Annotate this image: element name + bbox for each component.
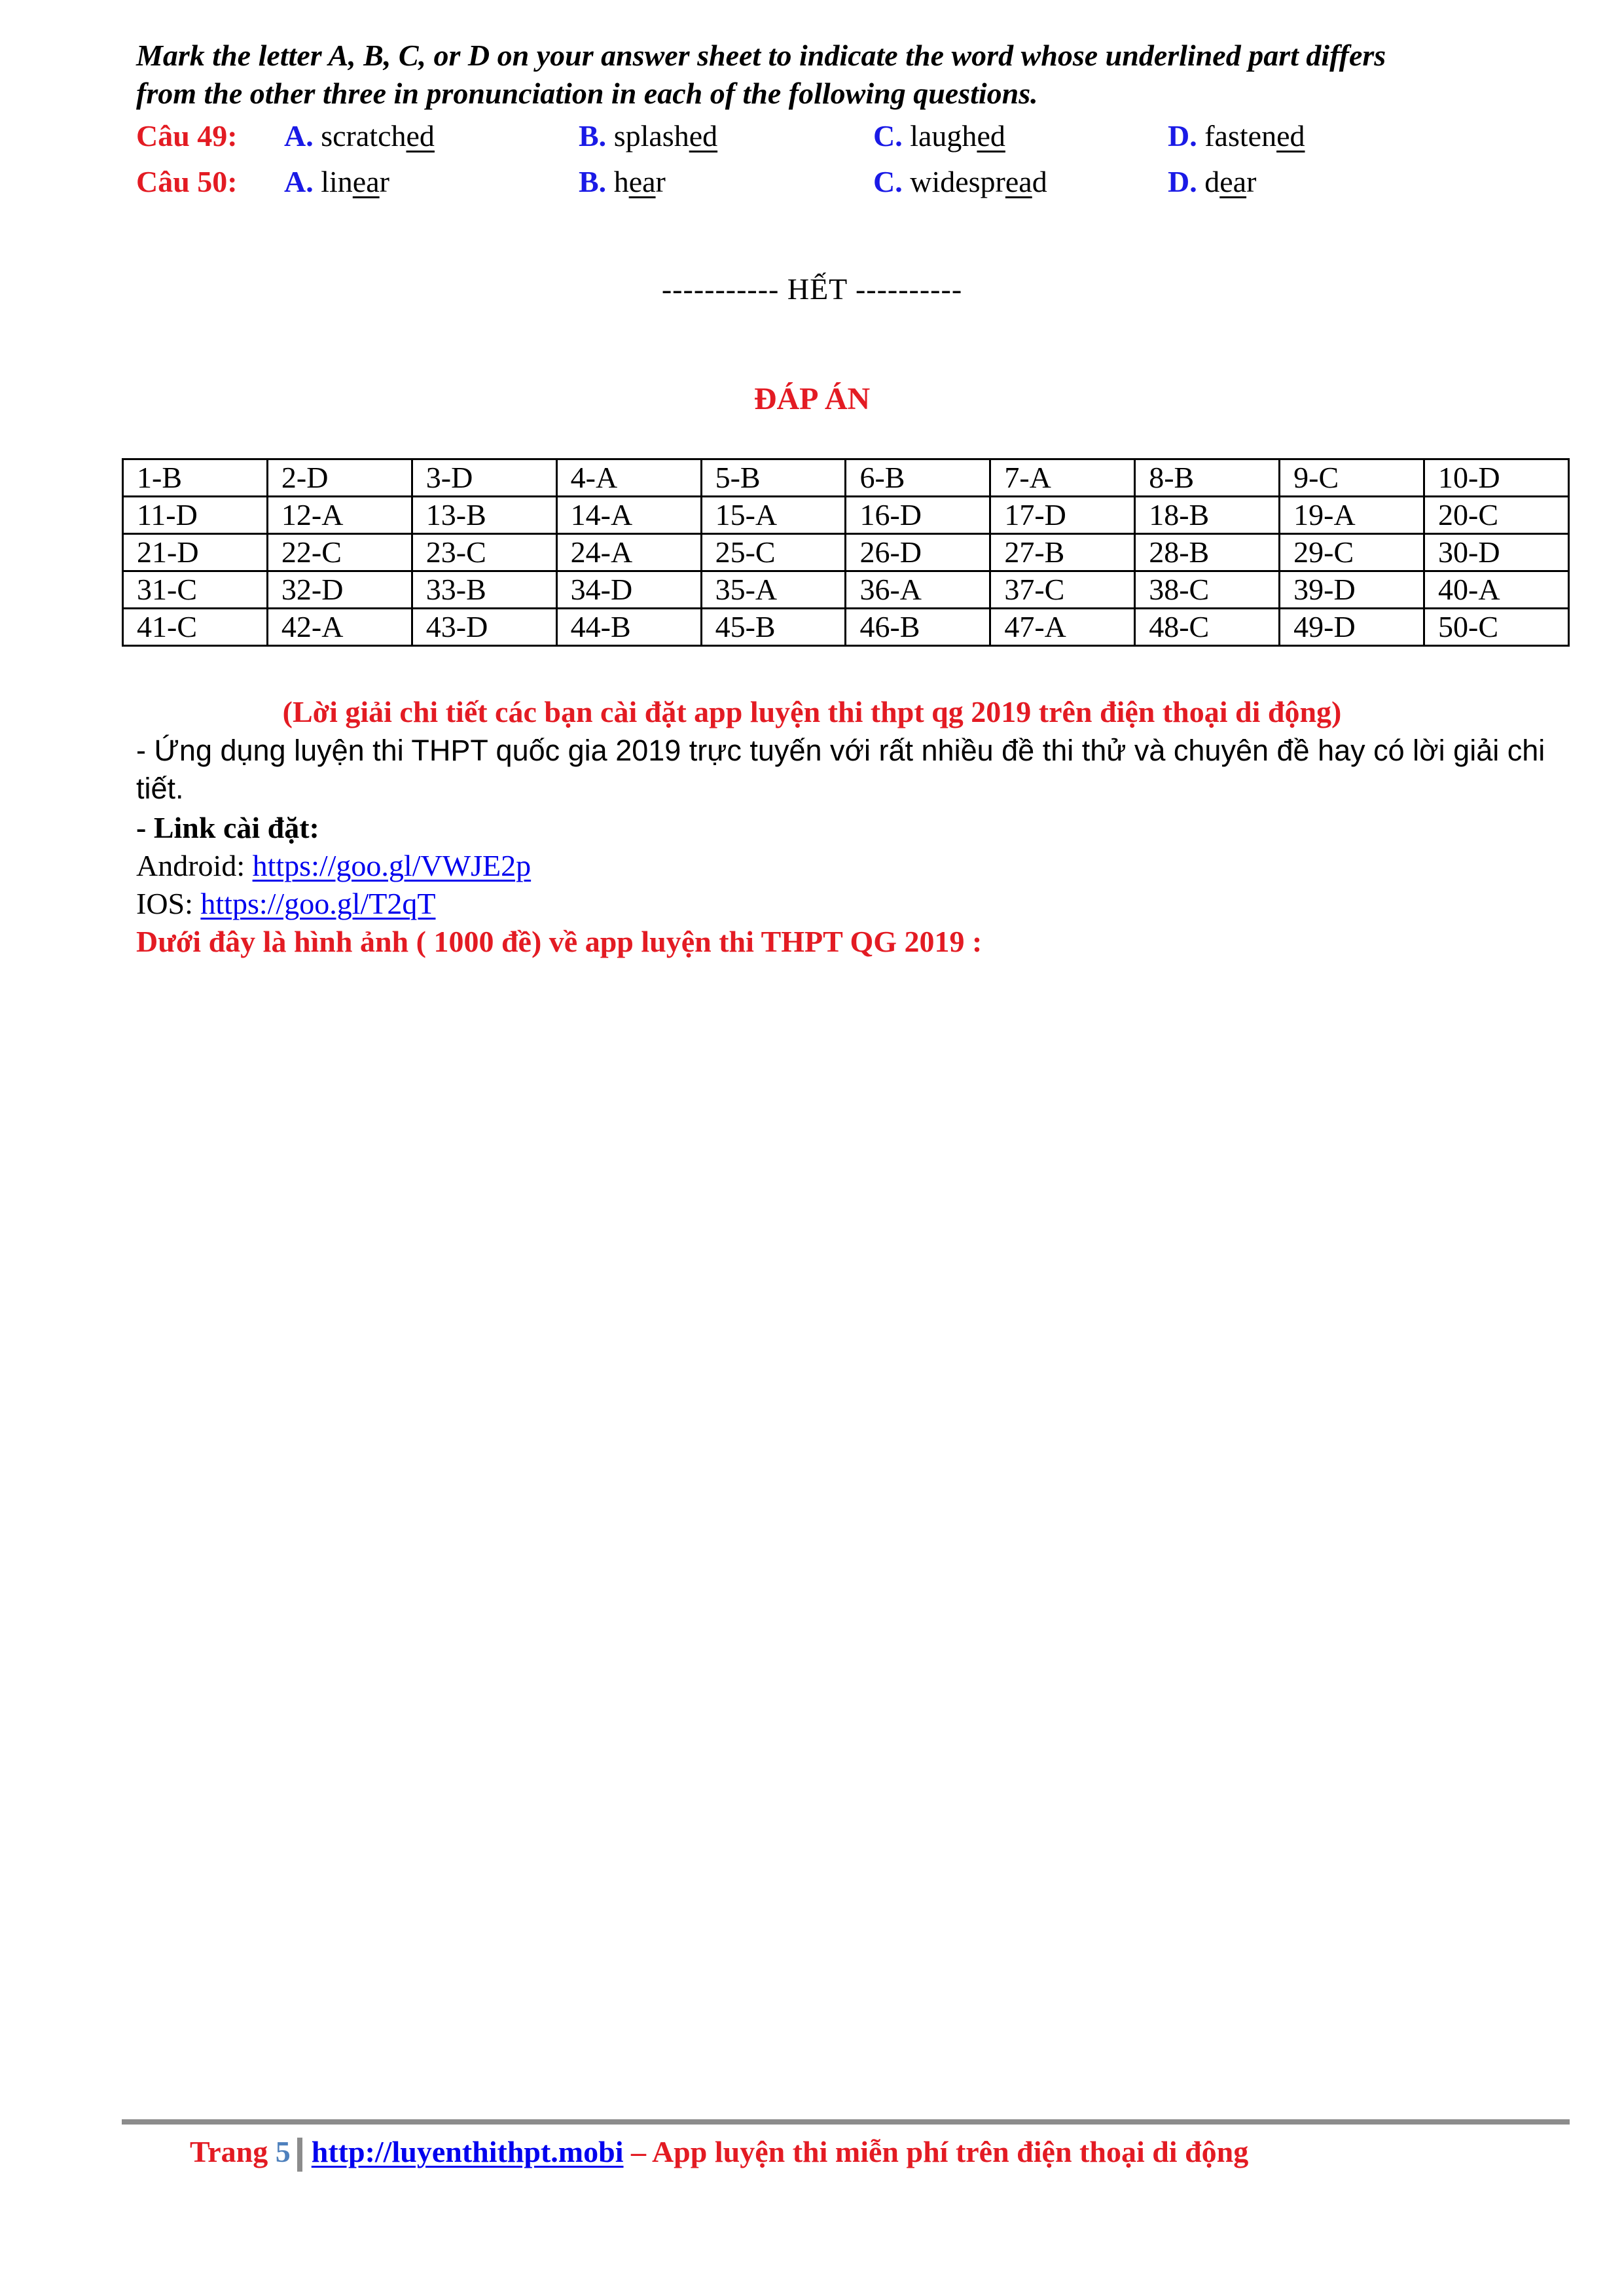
option-c: C. laughed [873,119,1005,152]
answer-cell: 19-A [1280,497,1424,534]
app-description: - Ứng dụng luyện thi THPT quốc gia 2019 trực tuyến với rất nhiều đề thi thử và chuyên đề hay có lời giải chi tiết. [136,734,1545,805]
ios-label: IOS: [136,887,201,920]
question-49 [136,117,1576,156]
answer-cell: 20-C [1424,497,1569,534]
answer-cell: 28-B [1135,534,1280,571]
answer-cell: 5-B [701,459,846,497]
option-b: B. splashed [579,119,718,152]
answer-key-title: ĐÁP ÁN [753,382,871,416]
question-label: Câu 49: [136,119,238,152]
answer-cell: 46-B [846,609,990,646]
answer-cell: 36-A [846,571,990,609]
answer-cell: 25-C [701,534,846,571]
answer-cell: 8-B [1135,459,1280,497]
page-label: Trang [190,2135,276,2168]
answer-cell: 4-A [556,459,701,497]
page-footer [190,2132,1248,2172]
answer-cell: 15-A [701,497,846,534]
end-marker: ----------- HẾT ---------- [661,272,963,306]
answer-cell: 38-C [1135,571,1280,609]
ios-link[interactable]: https://goo.gl/T2qT [200,887,436,920]
answer-cell: 26-D [846,534,990,571]
answer-cell: 18-B [1135,497,1280,534]
answer-cell: 10-D [1424,459,1569,497]
answer-cell: 29-C [1280,534,1424,571]
answer-cell: 35-A [701,571,846,609]
answer-cell: 13-B [412,497,556,534]
answer-cell: 34-D [556,571,701,609]
answer-cell: 47-A [990,609,1135,646]
instructions-line-2: from the other three in pronunciation in each of the following questions. [136,77,1038,110]
option-d: D. dear [1168,165,1257,198]
footer-tagline: – App luyện thi miễn phí trên điện thoại di động [623,2135,1249,2168]
answer-cell: 3-D [412,459,556,497]
answer-cell: 11-D [123,497,268,534]
answer-cell: 37-C [990,571,1135,609]
question-label: Câu 50: [136,165,238,198]
answer-row [123,459,1569,497]
answer-cell: 43-D [412,609,556,646]
answer-cell: 23-C [412,534,556,571]
option-c: C. widespread [873,165,1047,198]
instructions-line-1: Mark the letter A, B, C, or D on your answer sheet to indicate the word whose underlined part differs [136,39,1386,72]
answer-cell: 1-B [123,459,268,497]
option-a: A. scratched [284,119,435,152]
install-links-title: - Link cài đặt: [136,811,319,844]
answer-cell: 6-B [846,459,990,497]
answer-cell: 32-D [267,571,412,609]
answer-cell: 17-D [990,497,1135,534]
answer-cell: 41-C [123,609,268,646]
option-b: B. hear [579,165,666,198]
footer-separator [297,2138,302,2172]
answer-cell: 33-B [412,571,556,609]
solution-note: (Lời giải chi tiết các bạn cài đặt app luyện thi thpt qg 2019 trên điện thoại di động) [282,695,1342,728]
app-images-note: Dưới đây là hình ảnh ( 1000 đề) về app luyện thi THPT QG 2019 : [136,925,983,958]
answer-row [123,497,1569,534]
footer-site-link[interactable]: http://luyenthithpt.mobi [311,2135,624,2168]
answer-cell: 48-C [1135,609,1280,646]
answer-cell: 44-B [556,609,701,646]
answer-key-table [122,458,1570,647]
answer-cell: 14-A [556,497,701,534]
answer-cell: 22-C [267,534,412,571]
answer-cell: 50-C [1424,609,1569,646]
answer-row [123,571,1569,609]
answer-row [123,609,1569,646]
answer-cell: 27-B [990,534,1135,571]
android-link-line [136,847,1563,885]
footer-divider [122,2119,1570,2125]
answer-cell: 39-D [1280,571,1424,609]
android-label: Android: [136,849,253,882]
answer-cell: 16-D [846,497,990,534]
answer-cell: 7-A [990,459,1135,497]
option-d: D. fastened [1168,119,1305,152]
question-50 [136,162,1576,202]
instructions [136,37,1563,113]
answer-cell: 2-D [267,459,412,497]
option-a: A. linear [284,165,389,198]
answer-cell: 12-A [267,497,412,534]
answer-cell: 21-D [123,534,268,571]
answer-row [123,534,1569,571]
answer-cell: 24-A [556,534,701,571]
answer-cell: 30-D [1424,534,1569,571]
answer-cell: 49-D [1280,609,1424,646]
ios-link-line [136,885,1563,923]
answer-cell: 40-A [1424,571,1569,609]
page-number: 5 [275,2135,291,2168]
android-link[interactable]: https://goo.gl/VWJE2p [252,849,532,882]
answer-cell: 45-B [701,609,846,646]
answer-cell: 31-C [123,571,268,609]
answer-cell: 42-A [267,609,412,646]
answer-cell: 9-C [1280,459,1424,497]
